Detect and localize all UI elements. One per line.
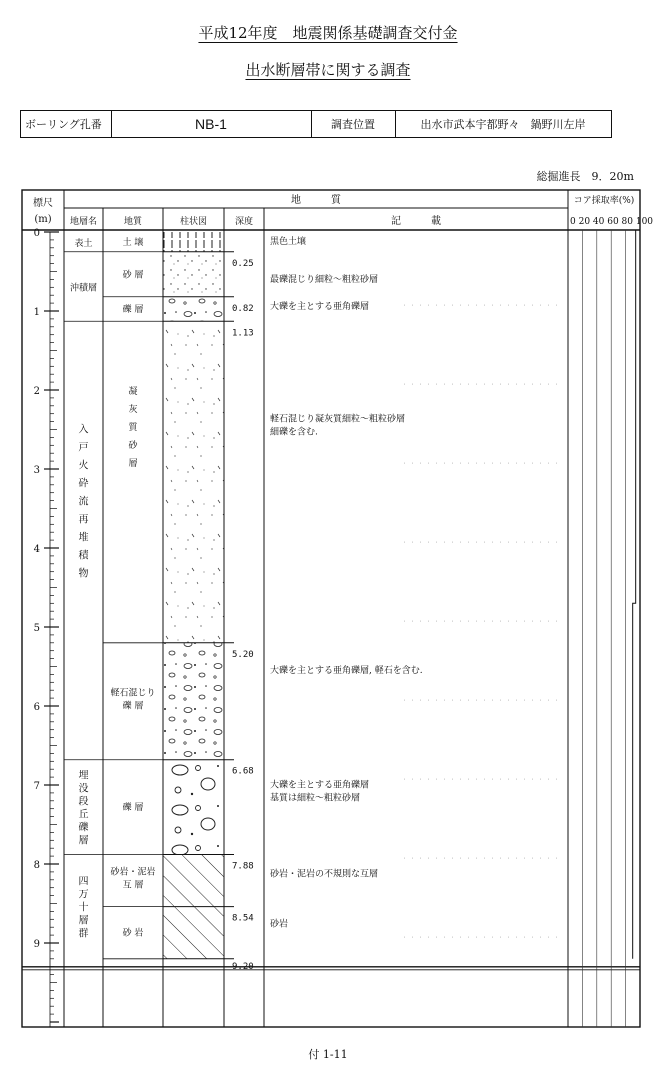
header-lithology: 地質 — [123, 217, 143, 227]
description-text: 最礫混じり細粒～粗粒砂層 — [270, 274, 379, 285]
column-pattern-soil — [163, 232, 224, 252]
header-description: 記 載 — [391, 216, 441, 227]
formation-name-char: 戸 — [78, 442, 89, 454]
scale-label: 3 — [33, 465, 40, 476]
lithology-name: 軽石混じり — [110, 688, 156, 699]
header-depth: 深度 — [234, 217, 254, 227]
depth-value: 6.68 — [232, 766, 254, 777]
column-pattern-tuff — [163, 321, 224, 643]
depth-value: 1.13 — [232, 328, 254, 339]
scale-label: 7 — [33, 781, 40, 792]
log-outer-frame — [22, 190, 640, 1027]
formation-name-char: 没 — [78, 783, 89, 795]
lithology-name: 砂 岩 — [122, 928, 144, 939]
column-pattern-hatch — [163, 907, 224, 959]
lithology-name: 礫 層 — [122, 701, 144, 712]
core-recovery-curve — [633, 230, 636, 959]
lithology-name-char: 砂 — [128, 441, 138, 452]
header-scale: 標尺 — [33, 198, 53, 209]
depth-value: 9.20 — [232, 961, 254, 972]
scale-label: 8 — [33, 860, 40, 871]
formation-name-char: 万 — [78, 889, 89, 901]
formation-name: 表土 — [74, 238, 93, 249]
column-pattern-sand — [163, 252, 224, 297]
scale-label: 1 — [33, 307, 40, 318]
header-core-ticks: 0 20 40 60 80 100 — [570, 217, 654, 227]
lithology-name: 砂 層 — [122, 270, 144, 281]
description-text: 大礫を主とする亜角礫層 — [270, 301, 370, 312]
lithology-name-char: 層 — [128, 459, 138, 470]
description-text: 基質は細粒～粗粒砂層 — [270, 793, 361, 804]
formation-name-char: 段 — [78, 796, 89, 808]
formation-name-char: 層 — [78, 915, 89, 927]
scale-label: 0 — [33, 228, 40, 239]
formation-name-char: 入 — [78, 424, 89, 436]
depth-value: 5.20 — [232, 649, 254, 660]
formation-name-char: 埋 — [78, 770, 89, 782]
column-pattern-pumice — [163, 643, 224, 760]
formation-name-char: 物 — [78, 568, 89, 580]
formation-name-char: 火 — [78, 460, 89, 472]
header-formation: 地層名 — [69, 217, 98, 227]
column-pattern-hatch — [163, 855, 224, 907]
description-text: 大礫を主とする亜角礫層, 軽石を含む. — [270, 665, 423, 676]
lithology-name: 互 層 — [122, 880, 144, 891]
lithology-name-char: 質 — [128, 423, 138, 434]
location-value: 出水市武本宇都野々 鍋野川左岸 — [420, 118, 586, 131]
scale-label: 4 — [33, 544, 40, 555]
formation-name-char: 積 — [78, 550, 89, 562]
description-text: 軽石混じり凝灰質細粒～粗粒砂層 — [270, 414, 406, 425]
header-geology: 地 質 — [291, 195, 341, 206]
formation-name-char: 流 — [78, 496, 89, 508]
total-depth: 総掘進長 9．20m — [536, 170, 634, 183]
lithology-name: 土 壌 — [122, 237, 144, 248]
scale-label: 6 — [33, 702, 40, 713]
depth-value: 7.88 — [232, 861, 254, 872]
formation-name-char: 群 — [78, 928, 89, 940]
report-subtitle: 出水断層帯に関する調査 — [245, 61, 411, 79]
depth-value: 0.82 — [232, 303, 254, 314]
description-text: 大礫を主とする亜角礫層 — [270, 780, 370, 791]
lithology-name-char: 灰 — [128, 405, 138, 416]
depth-value: 8.54 — [232, 913, 254, 924]
page-number: 付 1-11 — [308, 1048, 348, 1061]
column-pattern-bigGravel — [163, 760, 224, 855]
location-label: 調査位置 — [331, 118, 375, 131]
depth-value: 0.25 — [232, 258, 254, 269]
scale-label: 9 — [33, 939, 40, 950]
lithology-name-char: 凝 — [128, 387, 138, 398]
formation-name-char: 十 — [78, 902, 89, 914]
formation-name-char: 砕 — [78, 478, 89, 490]
formation-name-char: 再 — [78, 514, 89, 526]
column-pattern-gravel — [163, 297, 224, 321]
lithology-name: 砂岩・泥岩 — [110, 867, 156, 878]
formation-name-char: 層 — [78, 835, 89, 847]
header-core-rate: コア採取率(%) — [573, 196, 635, 206]
scale-label: 5 — [33, 623, 40, 634]
hole-number-label: ボーリング孔番 — [25, 118, 102, 131]
formation-name-char: 礫 — [78, 822, 89, 834]
header-scale-unit: (m) — [34, 214, 52, 225]
formation-name-char: 丘 — [78, 809, 89, 821]
lithology-name: 礫 層 — [122, 803, 144, 814]
description-text: 細礫を含む. — [270, 427, 318, 438]
lithology-name: 礫 層 — [122, 305, 144, 316]
hole-number-value: NB-1 — [195, 116, 227, 132]
scale-label: 2 — [33, 386, 40, 397]
formation-name-char: 四 — [78, 876, 89, 888]
formation-name: 沖積層 — [69, 283, 98, 294]
formation-name-char: 堆 — [78, 532, 89, 544]
header-column-diagram: 柱状図 — [179, 217, 208, 227]
report-title: 平成12年度 地震関係基礎調査交付金 — [198, 24, 458, 42]
description-text: 砂岩・泥岩の不規則な互層 — [270, 869, 379, 880]
description-text: 砂岩 — [270, 919, 289, 930]
description-text: 黒色土壌 — [270, 237, 307, 247]
